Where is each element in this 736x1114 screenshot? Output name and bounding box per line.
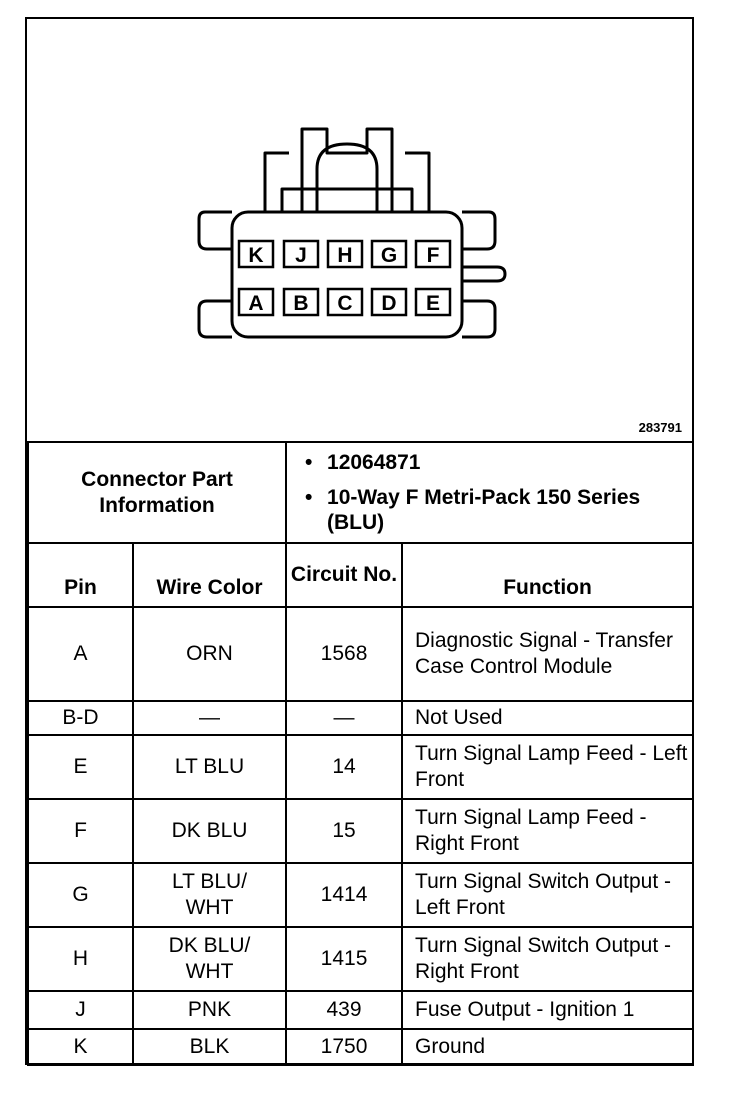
pin-label-f: F	[426, 244, 440, 267]
circuit-cell: 1415	[286, 927, 402, 991]
pin-label-e: E	[425, 292, 441, 315]
pin-label-j: J	[295, 244, 307, 267]
header-circuit: Circuit No.	[286, 543, 402, 607]
pin-cell: G	[28, 863, 133, 927]
pin-label-a: A	[248, 292, 264, 315]
pin-cell: F	[28, 799, 133, 863]
header-function: Function	[402, 543, 693, 607]
wire-color-cell: ORN	[133, 607, 286, 701]
table-row	[28, 701, 693, 735]
function-cell: Fuse Output - Ignition 1	[402, 991, 693, 1029]
wire-color-cell: BLK	[133, 1029, 286, 1065]
wire-color-cell: LT BLU/ WHT	[133, 863, 286, 927]
function-cell: Turn Signal Lamp Feed - Right Front	[402, 799, 693, 863]
pin-label-h: H	[337, 244, 353, 267]
table-row	[28, 991, 693, 1029]
connector-diagram	[27, 19, 692, 441]
function-cell: Ground	[402, 1029, 693, 1065]
circuit-cell: —	[286, 701, 402, 735]
connector-type: • 10-Way F Metri-Pack 150 Series (BLU)	[327, 485, 692, 535]
table-row	[28, 735, 693, 799]
function-cell: Turn Signal Lamp Feed - Left Front	[402, 735, 693, 799]
function-cell: Turn Signal Switch Output - Right Front	[402, 927, 693, 991]
circuit-cell: 1414	[286, 863, 402, 927]
connector-drawing	[27, 19, 692, 441]
header-pin: Pin	[28, 543, 133, 607]
pin-cell: J	[28, 991, 133, 1029]
wire-color-cell: DK BLU/ WHT	[133, 927, 286, 991]
pin-label-c: C	[337, 292, 353, 315]
pinout-table	[27, 441, 694, 1066]
wire-color-cell: PNK	[133, 991, 286, 1029]
wire-color-cell: —	[133, 701, 286, 735]
function-cell: Not Used	[402, 701, 693, 735]
connector-info-label: Connector Part Information	[28, 442, 286, 543]
table-row	[28, 927, 693, 991]
pin-cell: B-D	[28, 701, 133, 735]
circuit-cell: 15	[286, 799, 402, 863]
circuit-cell: 1568	[286, 607, 402, 701]
wire-color-cell: DK BLU	[133, 799, 286, 863]
table-row	[28, 799, 693, 863]
pin-label-g: G	[380, 244, 398, 267]
pin-label-k: K	[248, 244, 264, 267]
connector-part-number: • 12064871	[327, 450, 692, 475]
connector-info-list	[286, 442, 693, 543]
pin-cell: K	[28, 1029, 133, 1065]
connector-info-row	[28, 442, 693, 543]
header-wire-color: Wire Color	[133, 543, 286, 607]
circuit-cell: 1750	[286, 1029, 402, 1065]
wire-color-cell: LT BLU	[133, 735, 286, 799]
figure-id: 283791	[638, 420, 682, 435]
table-header-row	[28, 543, 693, 607]
pin-cell: A	[28, 607, 133, 701]
pin-cell: E	[28, 735, 133, 799]
circuit-cell: 439	[286, 991, 402, 1029]
connector-sheet	[25, 17, 694, 1065]
pin-label-b: B	[293, 292, 309, 315]
table-row	[28, 863, 693, 927]
table-row	[28, 1029, 693, 1065]
table-row	[28, 607, 693, 701]
function-cell: Diagnostic Signal - Transfer Case Control Module	[402, 607, 693, 701]
pin-cell: H	[28, 927, 133, 991]
pin-label-d: D	[381, 292, 397, 315]
circuit-cell: 14	[286, 735, 402, 799]
function-cell: Turn Signal Switch Output - Left Front	[402, 863, 693, 927]
